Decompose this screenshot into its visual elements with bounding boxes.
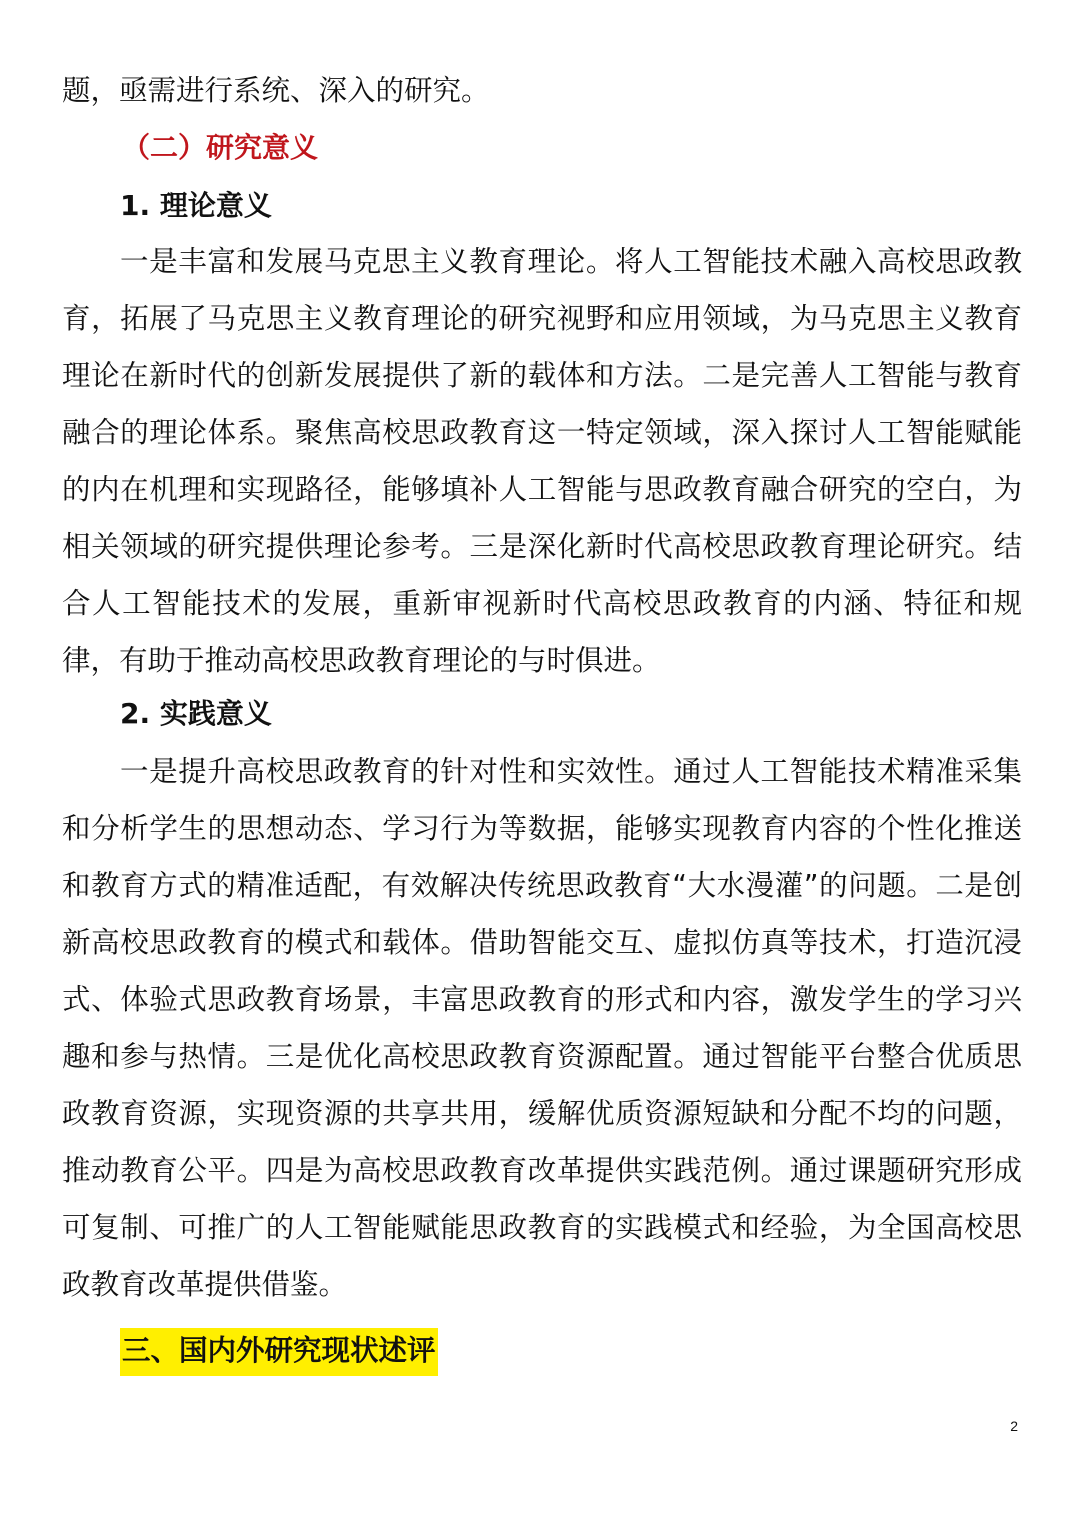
subsection-title-practical: 2. 实践意义 — [120, 697, 272, 730]
chapter-heading-research-review: 三、国内外研究现状述评 — [120, 1328, 438, 1376]
practical-significance-paragraph: 一是提升高校思政教育的针对性和实效性。通过人工智能技术精准采集和分析学生的思想动态、学习行为等数据，能够实现教育内容的个性化推送和教育方式的精准适配，有效解决传统思政教育“大水漫灌”的问题。二是创新高校思政教育的模式和载体。借助智能交互、虚拟仿真等技术，打造沉浸式、体验式思政教育场景，丰富思政教育的形式和内容，激发学生的学习兴趣和参与热情。三是优化高校思政教育资源配置。通过智能平台整合优质思政教育资源，实现资源的共享共用，缓解优质资源短缺和分配不均的问题，推动教育公平。四是为高校思政教育改革提供实践范例。通过课题研究形成可复制、可推广的人工智能赋能思政教育的实践模式和经验，为全国高校思政教育改革提供借鉴。 — [62, 755, 1022, 1301]
page-number: 2 — [1010, 1418, 1018, 1434]
section-heading-research-significance: （二）研究意义 — [122, 131, 319, 164]
theoretical-significance-paragraph: 一是丰富和发展马克思主义教育理论。将人工智能技术融入高校思政教育，拓展了马克思主义教育理论的研究视野和应用领域，为马克思主义教育理论在新时代的创新发展提供了新的载体和方法。二是完善人工智能与教育融合的理论体系。聚焦高校思政教育这一特定领域，深入探讨人工智能赋能的内在机理和实现路径，能够填补人工智能与思政教育融合研究的空白，为相关领域的研究提供理论参考。三是深化新时代高校思政教育理论研究。结合人工智能技术的发展，重新审视新时代高校思政教育的内涵、特征和规律，有助于推动高校思政教育理论的与时俱进。 — [62, 245, 1022, 677]
subsection-title-theoretical: 1. 理论意义 — [120, 189, 272, 222]
intro-tail-paragraph: 题，亟需进行系统、深入的研究。 — [62, 74, 490, 107]
